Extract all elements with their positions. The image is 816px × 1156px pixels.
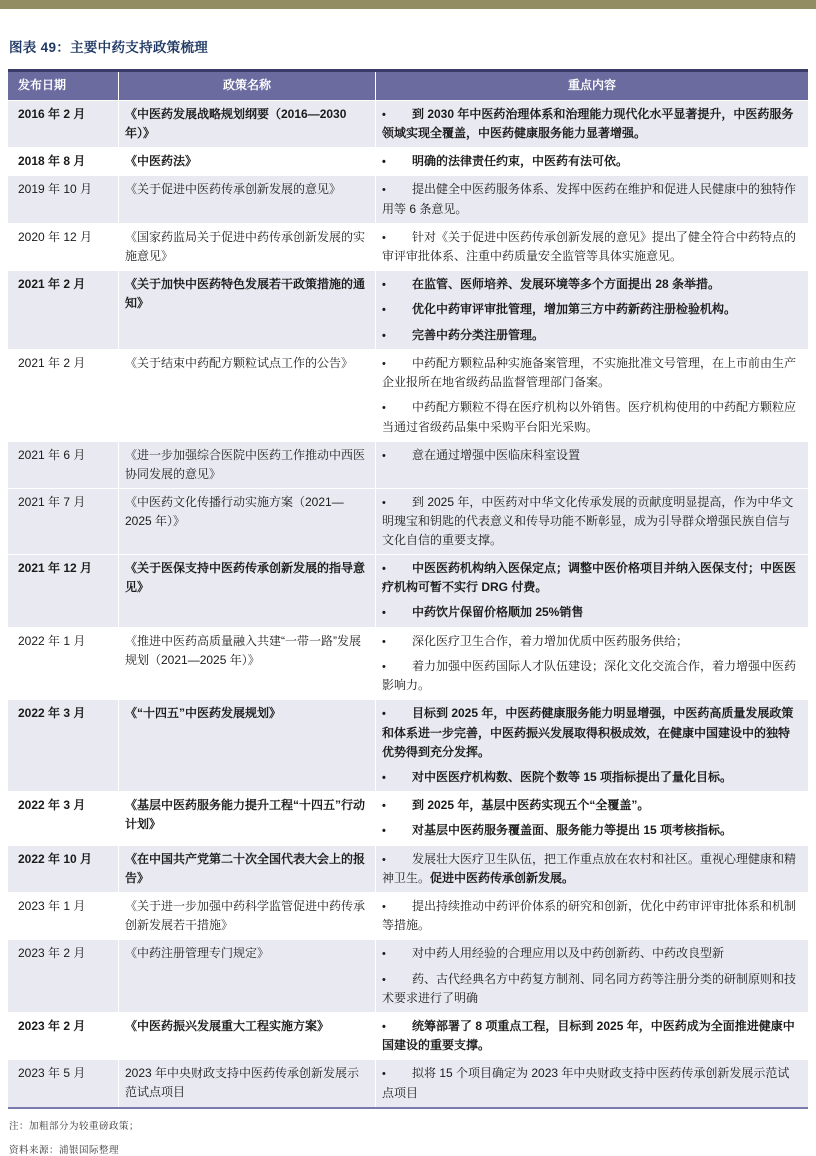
table-row: [8, 488, 808, 554]
bullet-icon: •: [382, 799, 386, 812]
cell-policy: 《基层中医药服务能力提升工程“十四五”行动计划》: [118, 792, 375, 845]
policy-table-body: [8, 100, 808, 1107]
cell-date: 2022 年 3 月: [18, 706, 86, 721]
bullet-icon: •: [382, 562, 386, 575]
cell-policy: 《推进中医药高质量融入共建“一带一路”发展规划（2021—2025 年）》: [118, 628, 375, 700]
cell-date: 2023 年 2 月: [18, 1019, 86, 1034]
bullet-text: 深化医疗卫生合作，着力增加优质中医药服务供给；: [412, 633, 689, 648]
cell-date: 2022 年 1 月: [18, 633, 86, 648]
bullet-item: [382, 704, 798, 761]
bullet-icon: •: [382, 973, 386, 986]
bullet-item: [382, 180, 798, 218]
bullet-item: [382, 300, 798, 319]
table-row: [8, 627, 808, 700]
table-row: [8, 441, 808, 488]
bullet-item: [382, 657, 798, 695]
bullet-text: 中药饮片保留价格顺加 25%销售: [412, 605, 584, 620]
cell-date: 2021 年 12 月: [18, 560, 93, 575]
bullet-text: 药、古代经典名方中药复方制剂、同名同方药等注册分类的研制原则和技术要求进行了明确: [382, 971, 797, 1006]
bullet-item: [382, 354, 798, 392]
bullet-text: 中药配方颗粒品种实施备案管理，不实施批准文号管理，在上市前由生产企业报所在地省级药品监督管理部门备案。: [382, 356, 797, 390]
bullet-icon: •: [382, 825, 386, 838]
table-header-row: [8, 69, 808, 100]
cell-content: [375, 628, 808, 700]
cell-policy: 《中医药法》: [118, 148, 375, 175]
bullet-item: [382, 897, 798, 935]
bullet-text: 对中药人用经验的合理应用以及中药创新药、中药改良型新: [412, 946, 725, 961]
cell-content: [375, 271, 808, 349]
bullet-text: 着力加强中医药国际人才队伍建设；深化文化交流合作，着力增强中医药影响力。: [382, 659, 797, 693]
bullet-text: 对基层中医药服务覆盖面、服务能力等提出 15 项考核指标。: [412, 823, 733, 838]
cell-policy: 《中医药发展战略规划纲要（2016—2030 年）》: [118, 101, 375, 147]
bullet-text: 在监管、医师培养、发展环境等多个方面提出 28 条举措。: [412, 276, 721, 291]
bullet-text: 中医医药机构纳入医保定点；调整中医价格项目并纳入医保支付；中医医疗机构可暂不实行 DRG 付费。: [382, 560, 797, 595]
bullet-item: [382, 796, 798, 815]
bullet-text: 意在通过增强中医临床科室设置: [412, 447, 581, 462]
table-row: [8, 100, 808, 147]
bullet-text: 统筹部署了 8 项重点工程，目标到 2025 年，中医药成为全面推进健康中国建设的重要支撑。: [382, 1019, 795, 1053]
bullet-item: [382, 326, 798, 345]
bullet-item: [382, 446, 798, 465]
cell-content: [375, 555, 808, 627]
bullet-text: 拟将 15 个项目确定为 2023 年中央财政支持中医药传承创新发展示范试点项目: [382, 1066, 790, 1100]
note-source: 资料来源：浦银国际整理: [9, 1144, 120, 1156]
bullet-item: [382, 275, 798, 294]
bullet-icon: •: [382, 304, 386, 317]
cell-content: [375, 792, 808, 845]
cell-policy: 《“十四五”中医药发展规划》: [118, 700, 375, 791]
table-row: [8, 223, 808, 270]
bullet-icon: •: [382, 278, 386, 291]
bullet-text: 优化中药审评审批管理，增加第三方中药新药注册检验机构。: [412, 302, 737, 317]
cell-date: 2023 年 1 月: [18, 899, 86, 914]
bullet-item: [382, 632, 798, 651]
table-row: [8, 699, 808, 791]
bullet-text: 提出持续推动中药评价体系的研究和创新，优化中药审评审批体系和机制等措施。: [382, 899, 797, 933]
cell-policy: 《中药注册管理专门规定》: [118, 940, 375, 1012]
cell-content: [375, 224, 808, 270]
top-accent-bar: [0, 0, 816, 9]
cell-date: 2021 年 2 月: [18, 356, 86, 371]
bullet-text: 促进中医药传承创新发展。: [430, 871, 575, 886]
bullet-text: 完善中药分类注册管理。: [412, 327, 545, 342]
bullet-icon: •: [382, 948, 386, 961]
bullet-icon: •: [382, 708, 386, 721]
bullet-item: [382, 603, 798, 622]
note-bold-explanation: 注：加粗部分为较重磅政策；: [9, 1120, 140, 1132]
bullet-item: [382, 821, 798, 840]
table-row: [8, 939, 808, 1012]
bullet-item: [382, 105, 798, 143]
cell-policy: 《关于医保支持中医药传承创新发展的指导意见》: [118, 555, 375, 627]
cell-date: 2016 年 2 月: [18, 106, 86, 121]
cell-content: [375, 940, 808, 1012]
cell-content: [375, 893, 808, 939]
cell-policy: 2023 年中央财政支持中医药传承创新发展示范试点项目: [118, 1060, 375, 1106]
bullet-icon: •: [382, 496, 386, 509]
cell-policy: 《中医药文化传播行动实施方案（2021—2025 年）》: [118, 489, 375, 554]
bullet-text: 针对《关于促进中医药传承创新发展的意见》提出了健全符合中药特点的审评审批体系、注重中药质量安全监管等具体实施意见。: [382, 229, 797, 263]
bullet-text: 对中医医疗机构数、医院个数等 15 项指标提出了量化目标。: [412, 769, 733, 784]
table-row: [8, 147, 808, 175]
figure-title: 图表 49：主要中药支持政策梳理: [9, 40, 209, 55]
cell-date: 2019 年 10 月: [18, 182, 93, 197]
bullet-text: 到 2025 年，中医药对中华文化传承发展的贡献度明显提高，作为中华文明瑰宝和钥匙的代表意义和传导功能不断彰显，成为引导群众增强民族自信与文化自信的重要支撑。: [382, 494, 794, 547]
bullet-icon: •: [382, 329, 386, 342]
cell-policy: 《关于进一步加强中药科学监管促进中药传承创新发展若干措施》: [118, 893, 375, 939]
bullet-item: [382, 1017, 798, 1055]
cell-content: [375, 350, 808, 441]
bullet-item: [382, 970, 798, 1008]
bullet-icon: •: [382, 771, 386, 784]
bullet-icon: •: [382, 1021, 386, 1034]
cell-date: 2023 年 2 月: [18, 946, 86, 961]
bullet-item: [382, 850, 798, 888]
table-row: [8, 349, 808, 441]
cell-policy: 《关于加快中医药特色发展若干政策措施的通知》: [118, 271, 375, 349]
bullet-icon: •: [382, 635, 386, 648]
bullet-text: 提出健全中医药服务体系、发挥中医药在维护和促进人民健康中的独特作用等 6 条意见。: [382, 182, 797, 216]
bullet-text: 到 2030 年中医药治理体系和治理能力现代化水平显著提升，中医药服务领域实现全覆盖，中医药健康服务能力显著增强。: [382, 106, 794, 140]
cell-date: 2023 年 5 月: [18, 1066, 86, 1081]
cell-content: [375, 700, 808, 791]
cell-content: [375, 846, 808, 892]
cell-date: 2020 年 12 月: [18, 229, 93, 244]
cell-policy: 《中医药振兴发展重大工程实施方案》: [118, 1013, 375, 1059]
bullet-icon: •: [382, 901, 386, 914]
cell-policy: 《进一步加强综合医院中医药工作推动中西医协同发展的意见》: [118, 442, 375, 488]
policy-table: [8, 69, 808, 1109]
header-cell-content: 重点内容: [375, 72, 808, 100]
bullet-icon: •: [382, 661, 386, 673]
bullet-item: [382, 944, 798, 963]
cell-content: [375, 1060, 808, 1106]
cell-date: 2022 年 10 月: [18, 851, 93, 866]
bullet-icon: •: [382, 155, 386, 168]
table-row: [8, 270, 808, 349]
cell-policy: 《关于结束中药配方颗粒试点工作的公告》: [118, 350, 375, 441]
table-row: [8, 175, 808, 222]
cell-policy: 《国家药监局关于促进中药传承创新发展的实施意见》: [118, 224, 375, 270]
bullet-item: [382, 493, 798, 550]
cell-content: [375, 1013, 808, 1059]
bullet-item: [382, 398, 798, 436]
table-row: [8, 554, 808, 627]
bullet-item: [382, 768, 798, 787]
bullet-text: 目标到 2025 年，中医药健康服务能力明显增强，中医药高质量发展政策和体系进一步完善，中医药振兴发展取得积极成效，在健康中国建设中的独特优势得到充分发挥。: [382, 706, 794, 759]
bullet-icon: •: [382, 358, 386, 371]
bullet-icon: •: [382, 449, 386, 462]
cell-policy: 《关于促进中医药传承创新发展的意见》: [118, 176, 375, 222]
bullet-icon: •: [382, 184, 386, 197]
bullet-item: [382, 228, 798, 266]
cell-policy: 《在中国共产党第二十次全国代表大会上的报告》: [118, 846, 375, 892]
table-row: [8, 1012, 808, 1059]
cell-content: [375, 148, 808, 175]
bullet-text: 到 2025 年，基层中医药实现五个“全覆盖”。: [412, 797, 650, 812]
bullet-icon: •: [382, 853, 386, 866]
bullet-icon: •: [382, 108, 386, 121]
table-row: [8, 845, 808, 892]
bullet-icon: •: [382, 607, 386, 620]
bullet-item: [382, 559, 798, 597]
cell-date: 2018 年 8 月: [18, 153, 86, 168]
bullet-item: [382, 152, 798, 171]
cell-content: [375, 176, 808, 222]
bullet-text: 明确的法律责任约束，中医药有法可依。: [412, 153, 629, 168]
cell-date: 2021 年 6 月: [18, 447, 86, 462]
bullet-text: 发展壮大医疗卫生队伍，把工作重点放在农村和社区。重视心理健康和精神卫生。: [382, 851, 797, 886]
cell-date: 2021 年 7 月: [18, 494, 86, 509]
header-cell-date: 发布日期: [18, 78, 67, 92]
table-row: [8, 892, 808, 939]
header-cell-policy: 政策名称: [118, 72, 375, 100]
cell-content: [375, 442, 808, 488]
cell-content: [375, 489, 808, 554]
bullet-icon: •: [382, 231, 386, 244]
cell-date: 2021 年 2 月: [18, 276, 86, 291]
bullet-item: [382, 1064, 798, 1102]
table-row: [8, 1059, 808, 1106]
cell-date: 2022 年 3 月: [18, 797, 86, 812]
bullet-text: 中药配方颗粒不得在医疗机构以外销售。医疗机构使用的中药配方颗粒应当通过省级药品集中采购平台阳光采购。: [382, 400, 797, 434]
table-row: [8, 791, 808, 845]
bullet-icon: •: [382, 1068, 386, 1081]
bullet-icon: •: [382, 402, 386, 415]
cell-content: [375, 101, 808, 147]
footnotes: [9, 1118, 816, 1156]
